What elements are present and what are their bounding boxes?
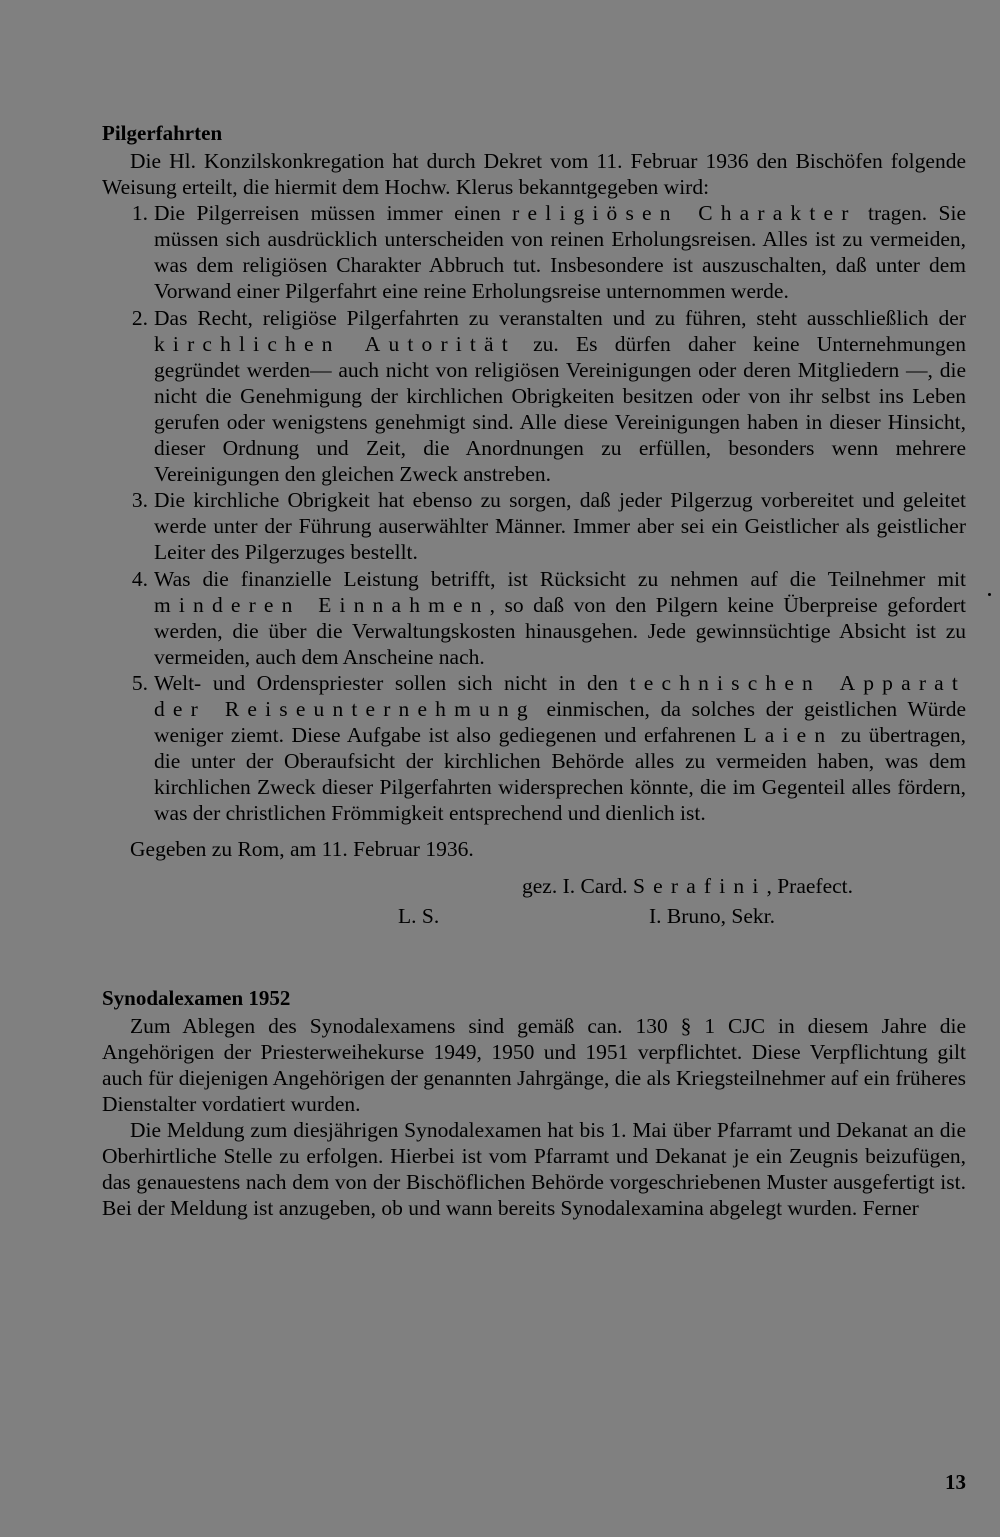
text-run: zu übertragen, die unter der Oberaufsicht der kirchlichen Behörde alles zu vermeiden haben, was dem kirchlichen Zweck dieser Pilgerfahrten widersprechen könnte, die im Gegenteil alles fördern, was der christlichen Frömmigkeit entsprechend und dienlich ist.	[154, 723, 967, 826]
signature-line	[102, 871, 966, 901]
list-item	[102, 670, 966, 827]
spaced-emphasis: kirchlichen Autorität	[154, 331, 516, 356]
text-run: Die kirchliche Obrigkeit hat ebenso zu sorgen, daß jeder Pilgerzug vorbereitet und geleitet werde unter der Führung auserwählter Männer. Immer aber sei ein Geistlicher als geistlicher Leiter des Pilgerzuges bestellt.	[154, 488, 966, 565]
list-item-text	[154, 200, 966, 304]
spaced-emphasis: religiösen Charakter	[512, 201, 857, 226]
page-number: 13	[945, 1470, 966, 1494]
list-item-number: 1.	[131, 201, 148, 226]
signature-suffix: , Praefect.	[766, 873, 854, 898]
list-item-number: 2.	[131, 305, 148, 330]
text-run: Das Recht, religiöse Pilgerfahrten zu veranstalten und zu führen, steht ausschließlich der	[154, 305, 966, 330]
list-item-text	[154, 305, 966, 488]
scan-speck	[988, 593, 991, 596]
spaced-emphasis: minderen Einnahmen	[154, 592, 490, 617]
text-run: Welt- und Ordenspriester sollen sich nicht in den	[154, 670, 619, 695]
signature-prefix: gez. I. Card.	[522, 873, 628, 898]
text-run: Was die finanzielle Leistung betrifft, ist Rücksicht zu nehmen auf die Teilnehmer mit	[154, 566, 966, 591]
text-run: , so daß von den Pilgern keine Überpreise gefordert werden, die über die Verwaltungskosten hinausgehen. Jede gewinnsüchtige Absicht ist zu vermeiden, auch dem Anscheine nach.	[154, 592, 966, 669]
list-item-number: 5.	[131, 670, 148, 695]
list-item	[102, 200, 966, 304]
list-item-number: 4.	[131, 566, 148, 591]
text-run: tragen. Sie müssen sich ausdrücklich unterscheiden von reinen Erholungsreisen. Alles ist zu vermeiden, was dem religiösen Charakter Abbruch tut. Insbesondere ist auszuschalten, daß unter dem Vorwand einer Pilgerfahrt eine reine Erholungsreise unternommen werde.	[154, 201, 967, 304]
seal-mark: L. S.	[398, 903, 440, 928]
section-spacer	[102, 931, 966, 983]
list-item-text	[154, 670, 966, 827]
text-run: einmischen, da solches der geistlichen Würde weniger ziemt. Diese Aufgabe ist also gediegenen und erfahrenen	[154, 696, 966, 748]
spaced-emphasis: technischen Apparat der Reiseunternehmung	[154, 670, 967, 721]
paragraph-1: Zum Ablegen des Synodalexamens sind gemäß can. 130 § 1 CJC in diesem Jahre die Angehörigen der Priesterweihekurse 1949, 1950 und 1951 verpflichtet. Diese Verpflichtung gilt auch für diejenigen Angehörigen der genannten Jahrgänge, die als Kriegsteilnehmer auf ein früheres Dienstalter vordatiert wurden.	[102, 1013, 966, 1116]
list-item	[102, 305, 966, 488]
document-page	[102, 118, 966, 1221]
spaced-emphasis: Laien	[743, 723, 834, 748]
directive-list	[102, 200, 966, 826]
text-run: Die Pilgerreisen müssen immer einen	[154, 201, 501, 226]
signature-name: Serafini	[633, 873, 767, 898]
list-item-text	[154, 566, 966, 670]
list-item	[102, 487, 966, 565]
section-heading-synodalexamen: Synodalexamen 1952	[102, 985, 291, 1010]
dated-line: Gegeben zu Rom, am 11. Februar 1936.	[130, 837, 474, 862]
list-item	[102, 566, 966, 670]
seal-line	[102, 901, 966, 931]
list-item-number: 3.	[131, 488, 148, 513]
secretary-signature: I. Bruno, Sekr.	[649, 903, 776, 928]
paragraph-2: Die Meldung zum diesjährigen Synodalexamen hat bis 1. Mai über Pfarramt und Dekanat an die Oberhirtliche Stelle zu erfolgen. Hierbei ist vom Pfarramt und Dekanat je ein Zeugnis beizufügen, das genauestens nach dem von der Bischöflichen Behörde vorgeschriebenen Muster ausgefertigt ist. Bei der Meldung ist anzugeben, ob und wann bereits Synodalexamina abgelegt wurden. Ferner	[102, 1117, 966, 1221]
section-heading-pilgerfahrten: Pilgerfahrten	[102, 121, 223, 145]
intro-paragraph: Die Hl. Konzilskonkregation hat durch Dekret vom 11. Februar 1936 den Bischöfen folgende Weisung erteilt, die hiermit dem Hochw. Klerus bekanntgegeben wird:	[102, 149, 966, 200]
text-run: zu. Es dürfen daher keine Unternehmungen gegründet werden— auch nicht von religiösen Vereinigungen oder deren Mitgliedern —, die nicht die Genehmigung der kirchlichen Obrigkeiten besitzen oder von ihr selbst ins Leben gerufen oder wenigstens genehmigt sind. Alle diese Vereinigungen haben in dieser Hinsicht, dieser Ordnung und Zeit, die Anordnungen zu erfüllen, besonders wenn mehrere Vereinigungen den gleichen Zweck anstreben.	[154, 331, 966, 487]
list-item-text	[154, 487, 966, 565]
